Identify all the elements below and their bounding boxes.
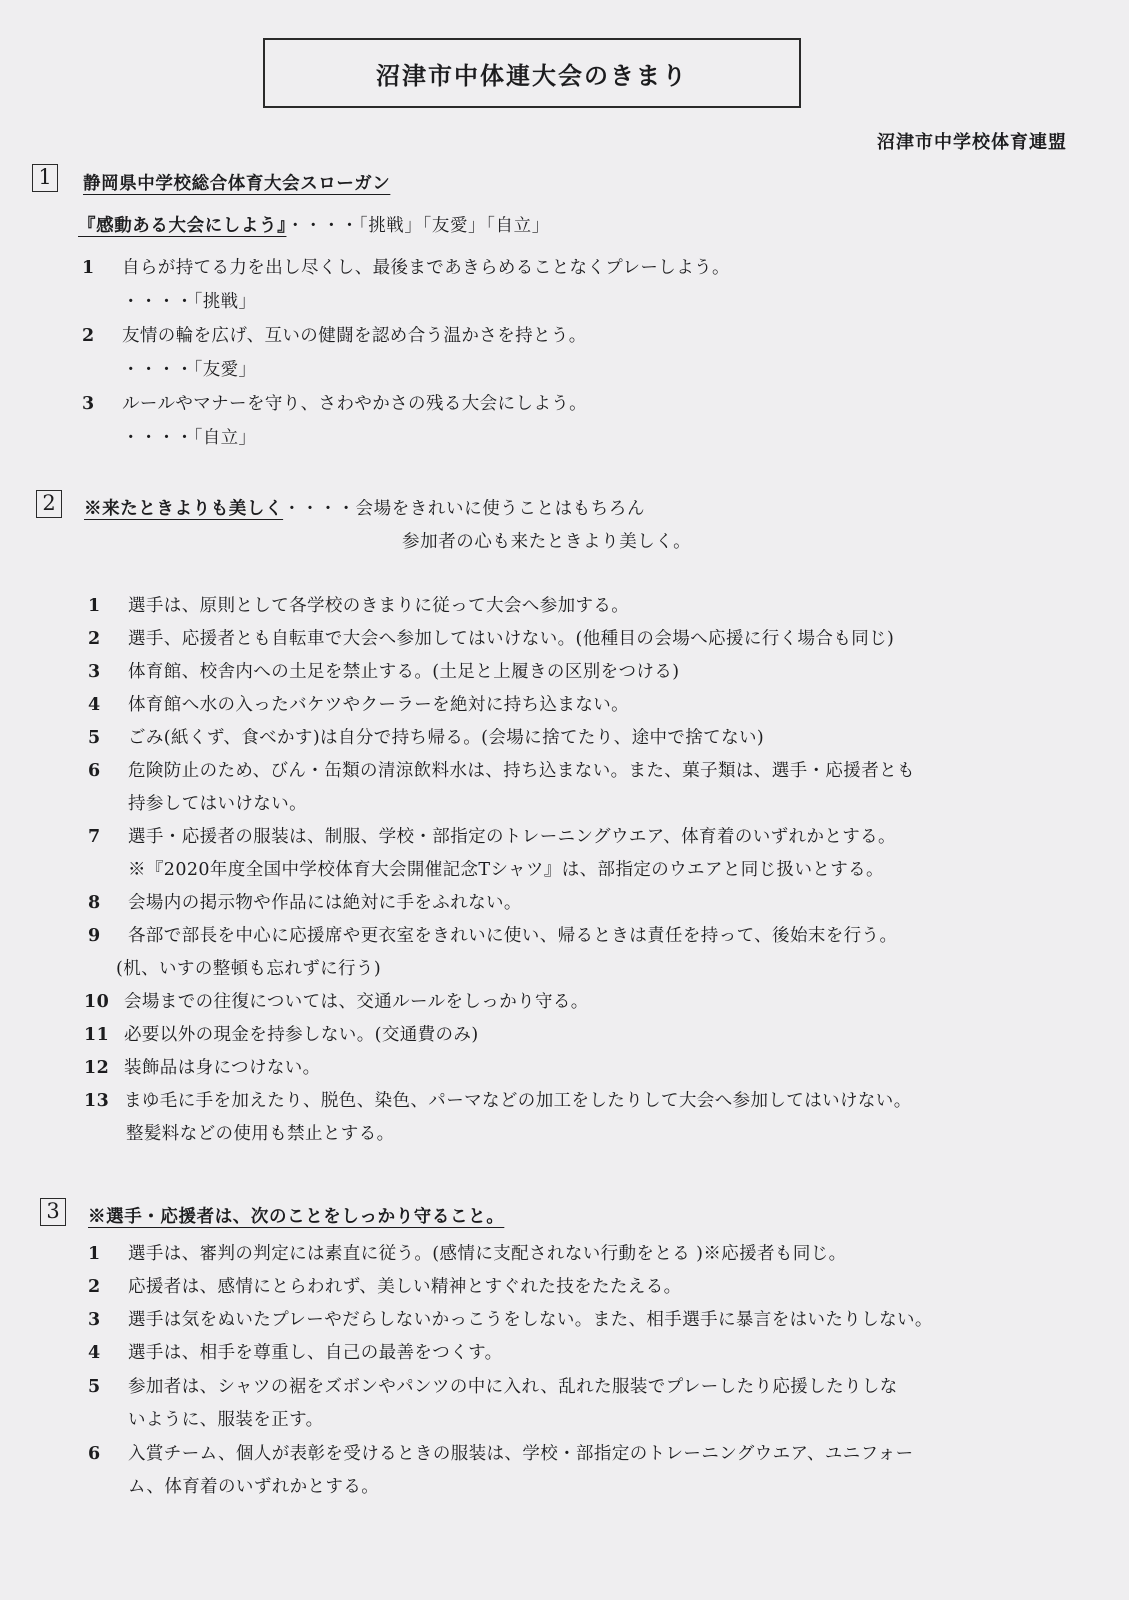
list-item-note: ・・・・「挑戦」 — [122, 292, 257, 312]
list-item: 8 会場内の掲示物や作品には絶対に手をふれない。 — [88, 893, 522, 913]
list-item-continuation: (机、いすの整頓も忘れずに行う) — [116, 959, 382, 979]
list-item-continuation: 整髪料などの使用も禁止とする。 — [126, 1124, 395, 1144]
section-2-heading: ※来たときよりも美しく — [84, 499, 284, 519]
list-item: 4 体育館へ水の入ったバケツやクーラーを絶対に持ち込まない。 — [88, 695, 630, 715]
list-item: 10 会場までの往復については、交通ルールをしっかり守る。 — [84, 992, 589, 1012]
list-item: 12 装飾品は身につけない。 — [84, 1058, 321, 1078]
organization-name: 沼津市中学校体育連盟 — [877, 132, 1067, 153]
list-item-continuation: 持参してはいけない。 — [128, 794, 307, 814]
list-item: 2 選手、応援者とも自転車で大会へ参加してはいけない。(他種目の会場へ応援に行く場合も同じ) — [88, 629, 895, 649]
list-item: 5 ごみ(紙くず、食べかす)は自分で持ち帰る。(会場に捨てたり、途中で捨てない) — [88, 728, 765, 748]
list-item-continuation: ム、体育着のいずれかとする。 — [128, 1477, 380, 1497]
list-item: 4 選手は、相手を尊重し、自己の最善をつくす。 — [88, 1343, 503, 1363]
section-2-heading-line — [84, 495, 645, 520]
list-item: 5 参加者は、シャツの裾をズボンやパンツの中に入れ、乱れた服装でプレーしたり応援したりしな — [88, 1377, 898, 1397]
list-item: 2 友情の輪を広げ、互いの健闘を認め合う温かさを持とう。 — [82, 326, 587, 346]
list-item: 3 選手は気をぬいたプレーやだらしないかっこうをしない。また、相手選手に暴言をはいたりしない。 — [88, 1310, 933, 1330]
section-1-number: 1 — [32, 164, 58, 192]
list-item: 3 体育館、校舎内への土足を禁止する。(土足と上履きの区別をつける) — [88, 662, 680, 682]
list-item: 1 選手は、審判の判定には素直に従う。(感情に支配されない行動をとる )※応援者も同じ。 — [88, 1244, 847, 1264]
list-item: 9 各部で部長を中心に応援席や更衣室をきれいに使い、帰るときは責任を持って、後始末を行う。 — [88, 926, 898, 946]
section-1-slogan-line — [78, 212, 550, 237]
list-item: 6 入賞チーム、個人が表彰を受けるときの服装は、学校・部指定のトレーニングウエア、ユニフォー — [88, 1444, 914, 1464]
list-item: 2 応援者は、感情にとらわれず、美しい精神とすぐれた技をたたえる。 — [88, 1277, 682, 1297]
section-2-heading-line2: 参加者の心も来たときより美しく。 — [402, 532, 692, 552]
list-item-continuation: いように、服装を正す。 — [128, 1410, 324, 1430]
list-item: 6 危険防止のため、びん・缶類の清涼飲料水は、持ち込まない。また、菓子類は、選手・応援者とも — [88, 761, 915, 781]
section-2-number: 2 — [36, 490, 62, 518]
section-1-heading: 静岡県中学校総合体育大会スローガン — [83, 174, 391, 194]
list-item: 3 ルールやマナーを守り、さわやかさの残る大会にしよう。 — [82, 394, 588, 414]
section-3-number: 3 — [40, 1198, 66, 1226]
page-title: 沼津市中体連大会のきまり — [263, 38, 801, 108]
list-item: 1 選手は、原則として各学校のきまりに従って大会へ参加する。 — [88, 596, 630, 616]
section-2-heading-suffix: ・・・・会場をきれいに使うことはもちろん — [283, 499, 646, 519]
list-item: 7 選手・応援者の服装は、制服、学校・部指定のトレーニングウエア、体育着のいずれかとする。 — [88, 827, 896, 847]
list-item: 1 自らが持てる力を出し尽くし、最後まであきらめることなくプレーしよう。 — [82, 258, 730, 278]
slogan-suffix: ・・・・「挑戦」「友愛」「自立」 — [286, 216, 550, 236]
list-item: 13 まゆ毛に手を加えたり、脱色、染色、パーマなどの加工をしたりして大会へ参加してはいけない。 — [84, 1091, 912, 1111]
list-item: 11 必要以外の現金を持参しない。(交通費のみ) — [84, 1025, 479, 1045]
slogan: 『感動ある大会にしよう』 — [78, 216, 287, 236]
list-item-note: ・・・・「友愛」 — [122, 360, 257, 380]
list-item-note: ・・・・「自立」 — [122, 428, 257, 448]
section-3-heading: ※選手・応援者は、次のことをしっかり守ること。 — [88, 1207, 505, 1227]
list-item-continuation: ※『2020年度全国中学校体育大会開催記念Tシャツ』は、部指定のウエアと同じ扱いとする。 — [128, 860, 884, 880]
